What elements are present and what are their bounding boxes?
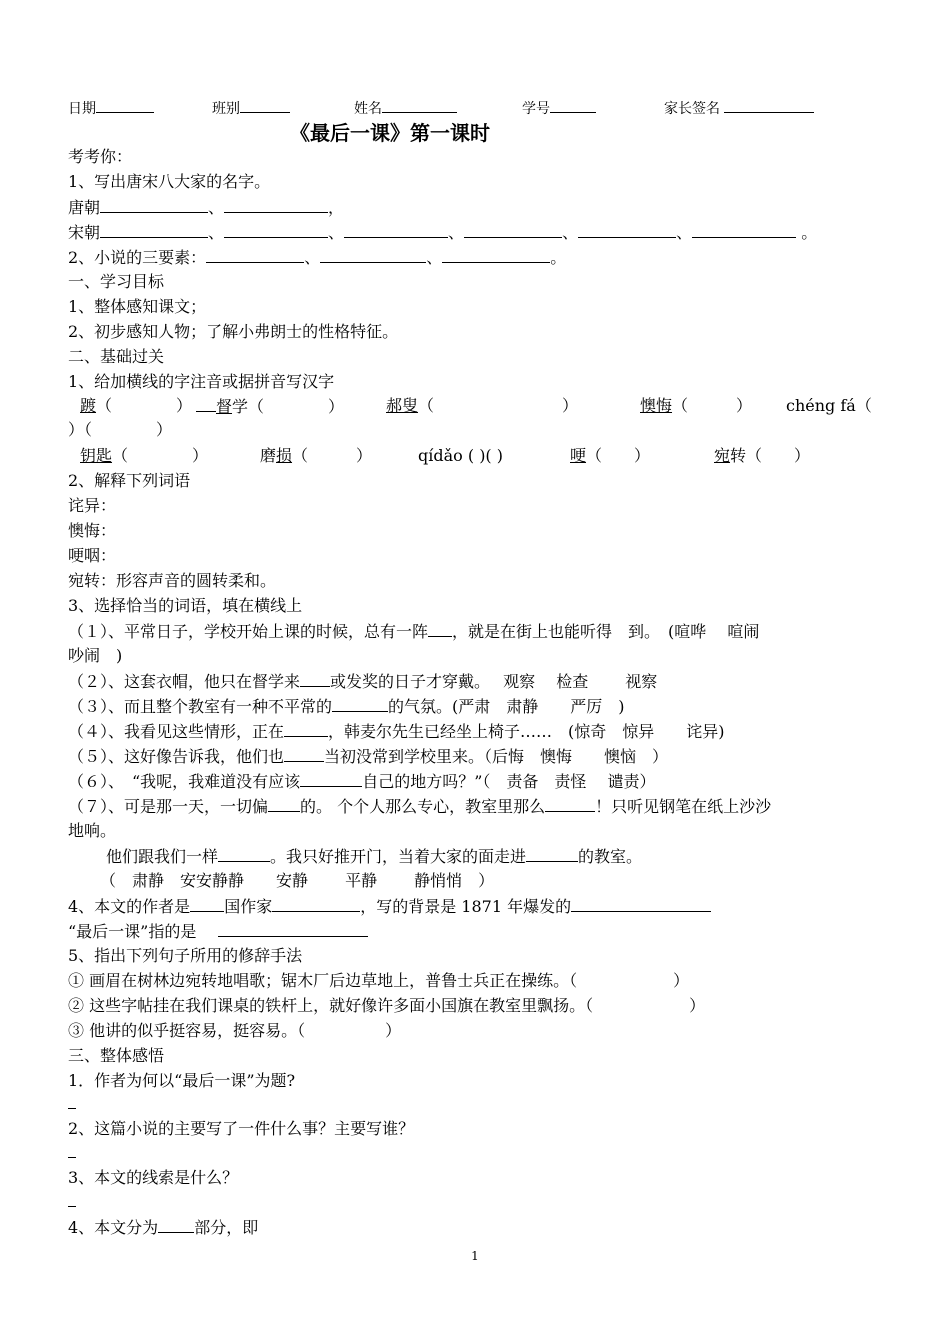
goal-1: 1、整体感知课文；: [68, 297, 207, 316]
overall-q3: 3、本文的线索是什么？: [68, 1168, 239, 1187]
word-chengfa-cont: ）（ ）: [68, 420, 173, 439]
word-mosun[interactable]: 磨损（ ）: [260, 446, 373, 465]
sentence-5[interactable]: （５）、这好像告诉我，他们也 当初没常到学校里来。（后悔 懊悔 懊恼 ）: [68, 747, 669, 766]
page-number: 1: [471, 1249, 479, 1263]
goal-2: 2、初步感知人物；了解小弗朗士的性格特征。: [68, 322, 399, 341]
parent-signature-field[interactable]: [664, 97, 814, 118]
sentence-2[interactable]: （２）、这套衣帽，他只在督学来 或发奖的日子才穿戴。 观察 检查 视察: [68, 672, 658, 691]
tang-line[interactable]: 唐朝 、 ，: [68, 198, 345, 217]
quiz-q2[interactable]: 2、小说的三要素： 、 、 。: [68, 248, 567, 267]
answer-line-2[interactable]: [68, 1157, 76, 1158]
define-aohui[interactable]: 懊悔：: [68, 521, 117, 540]
name-label: 姓名: [354, 101, 382, 117]
define-chayi[interactable]: 诧异：: [68, 496, 117, 515]
quiz-intro: 考考你：: [68, 147, 133, 166]
page-title: 《最后一课》第一课时: [290, 121, 490, 145]
tang-label: 唐朝: [68, 198, 101, 217]
sentence-7-cont: 地响。: [68, 821, 117, 840]
goals-heading: 一、学习目标: [68, 272, 165, 291]
word-aohui[interactable]: 懊悔（ ）: [640, 396, 753, 415]
sentence-3[interactable]: （３）、而且整个教室有一种不平常的 的气氛。(严肃 肃静 严厉 ): [68, 697, 625, 716]
number-field[interactable]: [522, 97, 596, 118]
sentence-6[interactable]: （６）、 “我呢，我难道没有应该 自己的地方吗？”（ 责备 责怪 谴责）: [68, 772, 656, 791]
song-label: 宋朝: [68, 223, 101, 242]
answer-line-3[interactable]: [68, 1206, 76, 1207]
sentence-4[interactable]: （４）、我看见这些情形，正在 ，韩麦尔先生已经坐上椅子…… (惊奇 惊异 诧异): [68, 722, 725, 741]
rhetoric-1[interactable]: ① 画眉在树林边宛转地唱歌；锯木厂后边草地上，普鲁士兵正在操练。（ ）: [68, 971, 690, 990]
number-label: 学号: [522, 101, 550, 117]
word-wanzhuan[interactable]: 宛转（ ）: [714, 446, 811, 465]
basics-q3: 3、选择恰当的词语，填在横线上: [68, 596, 303, 615]
basics-q4-last-lesson[interactable]: “最后一课”指的是: [68, 921, 368, 942]
sentence-8-options: （ 肃静 安安静静 安静 平静 静悄悄 ）: [100, 871, 495, 890]
quiz-q1: 1、写出唐宋八大家的名字。: [68, 172, 271, 191]
sentence-7[interactable]: （７）、可是那一天，一切偏 的。 个个人那么专心，教室里那么 ！只听见钢笔在纸上沙沙: [68, 797, 772, 816]
date-label: 日期: [68, 101, 96, 117]
basics-q1: 1、给加横线的字注音或据拼音写汉字: [68, 372, 335, 391]
song-line[interactable]: 宋朝 、 、 、 、 、 。: [68, 223, 818, 242]
word-qidao[interactable]: qídǎo ( )( ): [418, 446, 503, 465]
define-wanzhuan: 宛转：形容声音的圆转柔和。: [68, 571, 277, 590]
overall-heading: 三、整体感悟: [68, 1046, 165, 1065]
define-gengyan[interactable]: 哽咽：: [68, 546, 117, 565]
date-field[interactable]: [68, 97, 154, 118]
class-field[interactable]: [212, 97, 290, 118]
basics-q4[interactable]: 4、本文的作者是 国作家 ，写的背景是 1871 年爆发的: [68, 896, 711, 917]
sentence-1-cont: 吵闹 ): [68, 646, 123, 665]
overall-q4[interactable]: 4、本文分为 部分，即: [68, 1218, 259, 1237]
rhetoric-3[interactable]: ③ 他讲的似乎挺容易，挺容易。（ ）: [68, 1021, 402, 1040]
sentence-8[interactable]: 他们跟我们一样 。我只好推开门，当着大家的面走进 的教室。: [106, 847, 643, 866]
basics-q2: 2、解释下列词语: [68, 471, 191, 490]
sentence-1[interactable]: （１）、平常日子，学校开始上课的时候，总有一阵 ，就是在街上也能听得 到。 (喧哗 喧闹: [68, 622, 760, 641]
overall-q1: 1．作者为何以“最后一课”为题?: [68, 1071, 296, 1090]
rhetoric-2[interactable]: ② 这些字帖挂在我们课桌的铁杆上，就好像许多面小国旗在教室里飘扬。（ ）: [68, 996, 706, 1015]
overall-q2: 2、这篇小说的主要写了一件什么事？主要写谁？: [68, 1119, 415, 1138]
class-label: 班别: [212, 101, 240, 117]
name-field[interactable]: [354, 97, 457, 118]
word-yaoshi[interactable]: 钥匙（ ）: [80, 446, 209, 465]
word-haosou[interactable]: 郝叟（ ）: [386, 396, 579, 415]
basics-q5: 5、指出下列句子所用的修辞手法: [68, 946, 303, 965]
word-du[interactable]: 踱（ ）: [80, 396, 193, 415]
word-geng[interactable]: 哽（ ）: [570, 446, 651, 465]
word-duxue[interactable]: 督学（ ）: [196, 396, 344, 417]
answer-line-1[interactable]: [68, 1108, 76, 1109]
basics-heading: 二、基础过关: [68, 347, 165, 366]
word-chengfa[interactable]: chéng fá（: [786, 396, 872, 415]
parent-label: 家长签名: [664, 101, 720, 117]
